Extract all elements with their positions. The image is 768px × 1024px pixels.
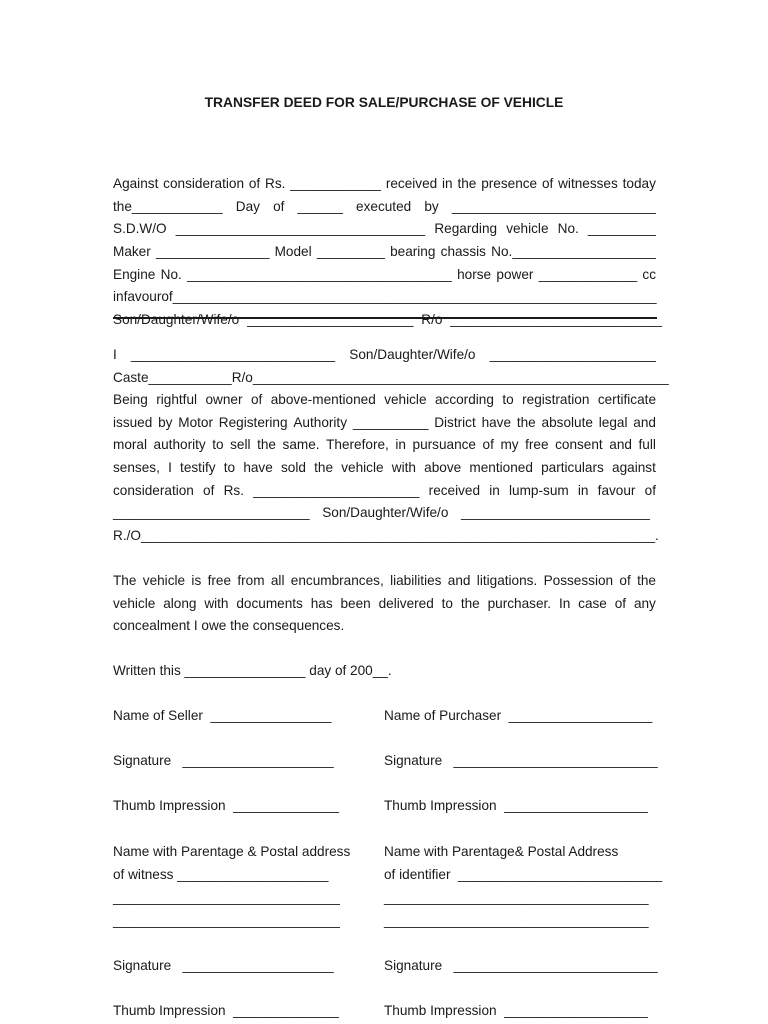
declaration-text-line-segment: according [434, 392, 494, 407]
day-executed-line-segment: by [424, 199, 439, 214]
maker-model-chassis-line-segment: _________ [316, 244, 385, 259]
encumbrance-text-line-segment: any [633, 596, 656, 611]
sdwo-vehicle-no-line-segment: _________________________________ [175, 221, 426, 236]
son-daughter-wife-line-segment: R/o [421, 312, 443, 327]
identifier-thumb-impression-field: Thumb Impression ___________________ [384, 1003, 648, 1018]
consideration-line-segment: received [385, 176, 438, 191]
declaration-text-line-segment: registration [522, 392, 590, 407]
seller-name-field: Name of Seller ________________ [113, 708, 332, 723]
declarant-line-segment: Son/Daughter/Wife/o [349, 347, 476, 362]
declaration-text-line-segment: consent [555, 437, 603, 452]
written-this-line: Written this ________________ day of 200__. [113, 663, 392, 678]
declaration-text-line [113, 391, 656, 409]
declaration-text-line-segment: Son/Daughter/Wife/o [322, 505, 449, 520]
consideration-line-segment: of [541, 176, 554, 191]
consideration-line-segment: ____________ [290, 176, 381, 191]
day-executed-line-segment: Day [235, 199, 260, 214]
encumbrance-text-line-segment: has [310, 596, 333, 611]
witness-signature-field: Signature ____________________ [113, 958, 334, 973]
declaration-text-line-segment: with [391, 460, 416, 475]
purchaser-signature-field: Signature ___________________________ [384, 753, 658, 768]
caste-line-segment: R/o [231, 370, 253, 385]
encumbrance-text-line-segment: along [163, 596, 197, 611]
declaration-text-line-segment: have [481, 415, 512, 430]
declaration-text-line-segment: authority [153, 437, 206, 452]
declaration-text-line-segment: consideration [113, 483, 194, 498]
in-favour-of-line-segment: in [113, 289, 124, 304]
declaration-text-line-segment: legal [598, 415, 628, 430]
declaration-text-line-segment: and [609, 437, 632, 452]
declaration-text-line-segment: of [203, 483, 215, 498]
declaration-text-line-segment: particulars [541, 460, 604, 475]
encumbrance-text-line-segment: concealment I owe the consequences. [113, 618, 345, 633]
declaration-text-line-segment: favour [597, 483, 636, 498]
encumbrance-text-line-segment: purchaser. [487, 596, 552, 611]
consideration-line-segment: the [457, 176, 477, 191]
consideration-line-segment: Against [113, 176, 159, 191]
declaration-text-line-segment: received [428, 483, 481, 498]
encumbrance-text-line-segment: of [619, 573, 631, 588]
consideration-line-segment: in [442, 176, 453, 191]
in-favour-of-line-segment: of [161, 289, 173, 304]
declaration-text-line-segment: in [395, 437, 406, 452]
declaration-text-line-segment: the [516, 415, 536, 430]
declaration-text-line [113, 504, 650, 522]
maker-model-chassis-line-segment: chassis [440, 244, 486, 259]
declaration-text-line-segment: vehicle [384, 392, 427, 407]
encumbrance-text-line-segment: the [637, 573, 656, 588]
residence-line-segment: R./O [113, 528, 141, 543]
maker-model-chassis-line-segment: No.___________________ [491, 244, 656, 259]
declaration-text-line-segment: free [525, 437, 549, 452]
engine-horsepower-line-segment: horse [457, 267, 492, 282]
declaration-text-line-segment: Motor [178, 415, 213, 430]
purchaser-name-field: Name of Purchaser ___________________ [384, 708, 653, 723]
declaration-text-line-segment: certificate [597, 392, 656, 407]
declaration-text-line-segment: and [633, 415, 656, 430]
son-daughter-wife-line-segment: ____________________________ [450, 312, 662, 327]
declaration-text-line-segment: to [212, 437, 224, 452]
declaration-text-line-segment: the [314, 460, 334, 475]
caste-line-segment: Caste [113, 370, 149, 385]
engine-horsepower-line-segment: Engine [113, 267, 156, 282]
declaration-text-line-segment: the [257, 437, 276, 452]
residence-line-segment: ____________________________________________________________________. [140, 528, 659, 543]
declaration-text-line-segment: lump-sum [509, 483, 569, 498]
son-daughter-wife-line-segment: ______________________ [247, 312, 414, 327]
witness-address-line: ______________________________ [113, 913, 340, 928]
declarant-line [113, 346, 656, 364]
declaration-text-line-segment: Therefore, [326, 437, 389, 452]
witness-address-line: ______________________________ [113, 890, 340, 905]
document-title: TRANSFER DEED FOR SALE/PURCHASE OF VEHICLE [204, 95, 564, 110]
day-executed-line-segment: of [273, 199, 285, 214]
declaration-text-line-segment: senses, [113, 460, 160, 475]
declaration-text-line-segment: above-mentioned [270, 392, 376, 407]
declaration-text-line-segment: of [644, 483, 656, 498]
caste-line-segment: _______________________________________________________ [252, 370, 669, 385]
caste-line [113, 369, 669, 387]
encumbrance-text-line-segment: of [614, 596, 627, 611]
consideration-line [113, 139, 656, 191]
encumbrance-text-line-segment: all [270, 573, 285, 588]
witness-name-field: of witness ____________________ [113, 867, 329, 882]
encumbrance-text-line-segment: is [191, 573, 202, 588]
declaration-text-line [113, 436, 656, 454]
declaration-text-line-segment: to [502, 392, 514, 407]
declaration-text-line-segment: ______________________ [253, 483, 420, 498]
declaration-text-line-segment: testify [180, 460, 216, 475]
seller-thumb-impression-field: Thumb Impression ______________ [113, 798, 339, 813]
declaration-text-line-segment: __________________________ [113, 505, 310, 520]
engine-horsepower-line-segment: No. [160, 267, 182, 282]
sdwo-vehicle-no-line-segment: _________ [587, 221, 656, 236]
declaration-text-line-segment: Rs. [223, 483, 244, 498]
seller-signature-field: Signature ____________________ [113, 753, 334, 768]
maker-model-chassis-line-segment: bearing [390, 244, 436, 259]
declaration-text-line-segment: full [638, 437, 656, 452]
purchaser-thumb-impression-field: Thumb Impression ___________________ [384, 798, 648, 813]
encumbrance-text-line [113, 595, 656, 613]
consideration-line-segment: Rs. [265, 176, 286, 191]
sdwo-vehicle-no-line-segment: No. [557, 221, 579, 236]
identifier-address-line: ___________________________________ [384, 913, 649, 928]
day-executed-line-segment: the____________ [113, 199, 223, 214]
son-daughter-wife-line-segment: Son/Daughter/Wife/o [113, 312, 240, 327]
consideration-line-segment: witnesses [558, 176, 618, 191]
declarant-line-segment: I [113, 347, 117, 362]
encumbrance-text-line-segment: been [340, 596, 371, 611]
declaration-text-line-segment: rightful [156, 392, 198, 407]
maker-model-chassis-line-segment: _______________ [155, 244, 270, 259]
maker-model-chassis-line-segment: Model [274, 244, 312, 259]
identifier-heading: Name with Parentage& Postal Address [384, 844, 619, 859]
encumbrance-text-line-segment: encumbrances, [290, 573, 384, 588]
encumbrance-text-line-segment: delivered [378, 596, 434, 611]
declaration-text-line-segment: have [243, 460, 273, 475]
consideration-line-segment: today [622, 176, 656, 191]
identifier-name-field: of identifier ___________________________ [384, 867, 663, 882]
encumbrance-text-line-segment: liabilities [390, 573, 442, 588]
encumbrance-text-line [113, 572, 656, 590]
declaration-text-line-segment: _________________________ [460, 505, 650, 520]
encumbrance-text-line-segment: vehicle [113, 596, 156, 611]
day-executed-line-segment: ______ [297, 199, 343, 214]
declaration-text-line-segment: of [482, 437, 494, 452]
declaration-text-line-segment: mentioned [469, 460, 533, 475]
engine-horsepower-line-segment: ___________________________________ [187, 267, 452, 282]
witness-thumb-impression-field: Thumb Impression ______________ [113, 1003, 339, 1018]
declaration-text-line-segment: Registering [218, 415, 288, 430]
residence-line [113, 527, 659, 545]
section-divider [113, 317, 657, 319]
day-executed-line-segment: ___________________________ [451, 199, 656, 214]
encumbrance-text-line [113, 617, 656, 635]
declaration-text-line-segment: issued [113, 415, 153, 430]
declaration-text-line-segment: above [424, 460, 462, 475]
declaration-text-line-segment: to [223, 460, 236, 475]
sdwo-vehicle-no-line-segment: vehicle [506, 221, 549, 236]
consideration-line-segment: presence [481, 176, 538, 191]
encumbrance-text-line-segment: free [207, 573, 232, 588]
encumbrance-text-line-segment: from [237, 573, 265, 588]
declaration-text-line-segment: by [158, 415, 173, 430]
encumbrance-text-line-segment: Possession [543, 573, 614, 588]
witness-heading: Name with Parentage & Postal address [113, 844, 351, 859]
encumbrance-text-line-segment: case [578, 596, 607, 611]
declaration-text-line-segment: pursuance [412, 437, 476, 452]
declaration-text-line-segment: vehicle [341, 460, 384, 475]
encumbrance-text-line-segment: with [204, 596, 229, 611]
declarant-line-segment: ___________________________ [130, 347, 336, 362]
declaration-text-line-segment: my [500, 437, 519, 452]
declaration-text-line-segment: against [612, 460, 656, 475]
encumbrance-text-line-segment: and [447, 573, 471, 588]
identifier-signature-field: Signature ___________________________ [384, 958, 658, 973]
encumbrance-text-line-segment: vehicle [142, 573, 186, 588]
declaration-text-line [113, 414, 656, 432]
declaration-text-line-segment: absolute [541, 415, 593, 430]
encumbrance-text-line-segment: the [460, 596, 480, 611]
day-executed-line-segment: executed [356, 199, 412, 214]
identifier-address-line: ___________________________________ [384, 890, 649, 905]
declaration-text-line-segment: Being [113, 392, 148, 407]
declaration-text-line-segment: __________ [352, 415, 429, 430]
declaration-text-line-segment: I [168, 460, 172, 475]
encumbrance-text-line-segment: In [558, 596, 571, 611]
declaration-text-line [113, 459, 656, 477]
maker-model-chassis-line-segment: Maker [113, 244, 151, 259]
encumbrance-text-line-segment: The [113, 573, 137, 588]
declaration-text-line-segment: owner [205, 392, 243, 407]
encumbrance-text-line-segment: to [441, 596, 453, 611]
declaration-text-line-segment: sold [281, 460, 306, 475]
consideration-line-segment: consideration [163, 176, 245, 191]
declaration-text-line-segment: sell [230, 437, 251, 452]
declaration-text-line-segment: of [250, 392, 263, 407]
caste-line-segment: ___________ [148, 370, 232, 385]
encumbrance-text-line-segment: documents [236, 596, 303, 611]
engine-horsepower-line-segment: power [496, 267, 534, 282]
declaration-text-line-segment: in [577, 483, 589, 498]
in-favour-of-line-segment: favour [123, 289, 162, 304]
in-favour-of-line-segment: ________________________________________________________________ [172, 289, 657, 304]
consideration-line-segment: of [248, 176, 261, 191]
declarant-line-segment: ______________________ [489, 347, 656, 362]
declaration-text-line-segment: in [489, 483, 500, 498]
engine-horsepower-line-segment: cc [642, 267, 656, 282]
declaration-text-line-segment: moral [113, 437, 147, 452]
declaration-text-line-segment: District [434, 415, 476, 430]
engine-horsepower-line-segment: _____________ [538, 267, 638, 282]
sdwo-vehicle-no-line-segment: Regarding [434, 221, 498, 236]
declaration-text-line-segment: same. [282, 437, 320, 452]
declaration-text-line [113, 482, 656, 500]
declaration-text-line-segment: Authority [293, 415, 348, 430]
sdwo-vehicle-no-line-segment: S.D.W/O [113, 221, 167, 236]
encumbrance-text-line-segment: litigations. [476, 573, 538, 588]
